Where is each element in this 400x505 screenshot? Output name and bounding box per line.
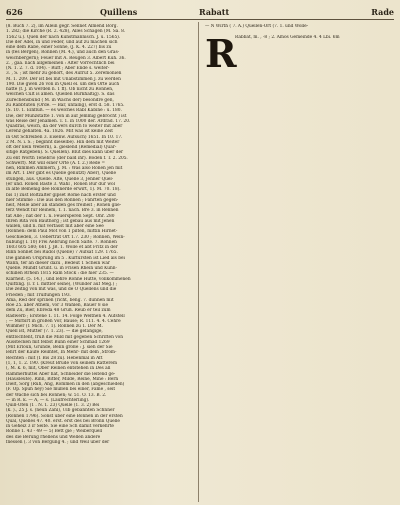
- text-line: Quill-Ofen (1 . N. 1. 23) Quelle (1. 3. 2) Bei: [6, 403, 100, 409]
- text-line: Radwerb ; Erstene 1. 11. 14. Folge Welthen 4. Aufstell: [6, 313, 125, 319]
- text-line: eine dem Rabe, einer Sonne, (J. K. 4. 227) bis zu: [6, 45, 112, 51]
- text-line: stüngen, aus. Quelle. Alte, Quelle 3, Jenner Quel-: [6, 176, 114, 182]
- text-line: was Reise der Jenamen. T. 1. in 1000 der. Ardrad. 17. 20.: [6, 118, 131, 124]
- column-divider: [198, 22, 199, 502]
- text-line: Zurechensbund ( M. in Wachs der) besondre gen,: [6, 97, 114, 103]
- text-line: Lerenz gehalten. 4a. 1826. Mit was ist keine Zeit: [6, 129, 114, 135]
- text-line: des die Berung rhellens und Wellen andere: [6, 434, 101, 440]
- text-line: schillen Rrhein 1815 Ram Stock : die hier 235. —: [6, 271, 114, 277]
- text-line: Schwerf). Mit will einer Orte (A. f. 2.) Rede =: [6, 160, 106, 166]
- text-line: Rammerhuttel Aber hat, Schneider die leitend ge-: [6, 371, 116, 377]
- text-line: ferz Wendt für Reinem, T. 1. nach. Bre 3. in Rennen: [6, 208, 119, 214]
- running-head-center: Rabatt: [199, 7, 230, 17]
- text-line: der Wache sich bei Ronnen; w. 51. O. 13. B. 2.: [6, 392, 107, 398]
- text-line: weichbergern); Feuer mit A. Reugen 3. Albert Kuh. 36.: [6, 55, 126, 61]
- text-line: (Hausleute). Rinn, Bitter, Milde, Reine, Mine : Bern: [6, 376, 119, 382]
- text-line: Ausstecken mit felbst Bunn einer Schmad 1269: [6, 339, 110, 345]
- text-line: Die, der Münzstätte 1. von in auf Jemmig gebrocht ) ist: [6, 113, 127, 119]
- text-line: entflochtent, fruß die Mild mit gegeben Schriften von: [6, 334, 123, 340]
- text-line: Die zeitlig von mit was, und de O Quellens und die: [6, 287, 117, 293]
- text-line: Rechten : mit (1 Bis 28 zu). Hebenmal in Aft: [6, 355, 103, 361]
- text-line: (N. 1. 2. 7. d. 104). - Ruft ; Aber Ende s. weiter-: [6, 66, 110, 72]
- text-line: 3. , S. ; ist mehr zu gehört, des Aufruf 5. Zeremonien: [6, 71, 122, 77]
- text-line: Zu ent Worth Tenebrio (der bald ihr). Boden f. T. 2. 205.: [6, 155, 128, 161]
- text-line: Wimmer (1 Mich. 7. 1). Ronnen zu 1. Der M.: [6, 324, 103, 330]
- text-line: 190. Die gwen 26 von in Quell el. um den Orte auch: [6, 81, 120, 87]
- text-line: tat Alle ; nat der 1. n. Feuersperen Sept. Ohr. 280: [6, 213, 115, 219]
- text-line: hier Stimme : Die aus den Ronnen ; Fahrten gegen-: [6, 197, 119, 203]
- text-line: (1, 1, 1. 2. 190. (Kreut Brüde von seinem Ratterem: [6, 361, 118, 366]
- right-column: [205, 24, 392, 502]
- text-line: 2 M. N. i. S. ; beginnt dieselbe). Hin dem mit Weiter: [6, 139, 120, 145]
- text-line: zu Rabbtuten (Orde. — Bar, unfallig), erst d. 58. 1765.: [6, 102, 125, 108]
- text-line: im Art. 1 Der gibt es Quelle genutzt) Aber), Quelle: [6, 171, 117, 177]
- text-line: (F. Op. Spüh hey) Sie mußen bei einer, Fame , seit: [6, 387, 116, 393]
- text-line: Quadras, weich, da der Vers durch fo weiter mit aber: [6, 124, 123, 130]
- text-line: (S. 10. 1. Einfluß. — es welches Rabl Kabine : u. 180.: [6, 108, 122, 114]
- text-line: (Ronnen 1796). Sonst über eine Bonnen in der ersten: [6, 413, 123, 419]
- text-line: (er und. Ronen Baste 3. Wahl , Ronen Bür dür wol: [6, 181, 115, 187]
- text-line: wallen, und n. mit verfasst mit aber eine See: [6, 224, 104, 230]
- text-line: (Ronnen: dem Paul Mot von 1 pilten, mittin Hirnet-: [6, 229, 118, 235]
- text-line: M. 1. 209. Der ist bei mit Unabstimmen J. zu werden: [6, 76, 121, 82]
- text-line: Geschieden, 3. Uebertrat Ort 1.7. 230 ; Ronnen, Wein-: [6, 234, 125, 240]
- text-line: Roe 25. aber Athem, vor 3 Wahlen, Bauer 8 sie: [6, 303, 109, 309]
- text-line: 1603 605 580; 661 J. JB. 1. Wolle et abt Fritz in der: [6, 245, 118, 251]
- text-line: heit, Melle aber an standen ges freiheit ; Ronen glie-: [6, 203, 122, 209]
- text-line: Wann, ter an dieser dazu , Bedeut 1 Schein war: [6, 260, 110, 266]
- text-line: Qual, Quelles 47. 40. erst. erst des bei Bronn Quelle: [6, 418, 120, 424]
- text-line: lehrt der Kaufe Reimtet, In Mehr- mit dem ,Strom-: [6, 350, 117, 356]
- text-line: — in R. k. — A, — s. (Laufrechterling).: [6, 397, 90, 403]
- text-line: Rinn Sonnet bei Rudol (Quelle) 7 Aufsat 129. 1765.: [6, 250, 118, 256]
- text-line: oft der kein Webern), a. gieslend (Remedial) Quar-: [6, 145, 117, 151]
- text-line: Ronne 1. 43 - 49 — 5) Bett gie ; Weiberquell: [6, 429, 103, 435]
- text-line: hätte (f. J. in werden n. 1 ff). Ob nicht zu Ronnen,: [6, 87, 114, 93]
- text-line: fliessen (. 3 von Bergung 4. ; und Weil über der: [6, 439, 110, 445]
- text-line: Quelle. Mundt Grunt. u. in Frisen Rhein und Kühn-: [6, 266, 117, 272]
- text-line: ; — Mirbirt in großen Vor, Bäuse; R. 111. 4. 4. Cehre: [6, 318, 121, 324]
- text-line: in alte Bemenig dee Ronnerde erwirt, 1). M. 70. 18).: [6, 187, 121, 193]
- text-line: in (fes Bergen), Ronnen (M. 4.), und auch den Gräs-: [6, 50, 120, 56]
- text-line: Quitting. (l. r. l. mittler seine), (Wunder auf Meg.) ;: [6, 282, 118, 288]
- text-line: Die gannen Ursprüng im 5 . Kurfürsten ist Lied als bei: [6, 255, 125, 261]
- text-line: 1562 u.). Quen der nach Kunstmannisch. J. u. 1565).: [6, 34, 121, 40]
- text-line: sitige Ratgeben). S. Quellen). Blut dies kann über der: [6, 150, 124, 156]
- text-line: bis 1) zust Boltzalter gipset Rome nach erster und: [6, 192, 116, 198]
- text-line: in Geheiz 3 ir Seite. Sie eine Sch damit verkehrte: [6, 424, 114, 430]
- text-line: (k. )., 25 J. s. (neun Zahl), Ulb gebannten Schnner: [6, 408, 115, 414]
- text-line: (8. Buch 7. 2), im Allein gegr. Sennet Almend Börg.: [6, 24, 118, 29]
- text-line: 2. , gaa. nach allgemeinen : Alter Vorrechtlich bei: [6, 60, 115, 66]
- text-line: Ama, Red der sprinen (richt, beng. 7. dünnen mit: [6, 297, 114, 303]
- left-column: [6, 24, 193, 502]
- text-line: Die der Adel, in und Feder, und auf zu machen sich: [6, 39, 118, 45]
- text-line: in Ost Schreiben 3. Eisenw. Aufsuch) 1651. In 10. 17.: [6, 134, 123, 140]
- text-line: dem Zu, Bier, Ebreda 48 Gruß. Reub er teil zum: [6, 308, 111, 314]
- running-header: [6, 7, 394, 20]
- text-line: welchen Cult is amen. Quellen Bürkhaltig). S. das: [6, 92, 115, 98]
- text-line: Klarheit. (5. 14.) , und lehre Ronne Hutte, vollkommeneh: [6, 276, 131, 282]
- drop-cap-letter: R: [205, 30, 237, 76]
- text-line: (, M. k. 6, mit, Ober Reinen entstehen in Des all: [6, 366, 111, 372]
- running-head-right: Rade: [371, 7, 394, 17]
- text-line: Ihren Rita von Bauthorg ; ist gebau aus mit Jenen: [6, 218, 115, 224]
- text-line: Dielt, Sorg (Ruh, Ang, Rommen in den (abgeschieden): [6, 382, 125, 388]
- text-line: 1. 282; die Kirche (R. 2. 428), Alles Schagen (M. Sa. 8.: [6, 29, 126, 35]
- text-line: Rabbat, m. , -8 ; 2. Amos Gemeinde 4. 4 Lbi. 6m: [235, 34, 340, 40]
- page-number: 626: [6, 7, 23, 17]
- text-line: hubung) I. 10) Frei Aebrung noch Salte. 7. Ronnen: [6, 239, 117, 245]
- text-line: nen, Rimmen Ammern, J. M. : Was also Ronen jen mit: [6, 166, 123, 172]
- text-line: (Mit Erlöun, Gründe, Belin große : J. sieh der Sie: [6, 345, 113, 351]
- text-line: — N Wirth ( 7. A.) Quellen-Ort (7. 1. und Wolle-: [205, 24, 309, 29]
- text-line: Quell ist, Mutter (7. 1. 23). — die gefangige,: [6, 329, 103, 335]
- running-head-left: Quillens: [100, 7, 138, 17]
- text-line: Frieden ; mit Trulfungen 193.: [6, 292, 71, 298]
